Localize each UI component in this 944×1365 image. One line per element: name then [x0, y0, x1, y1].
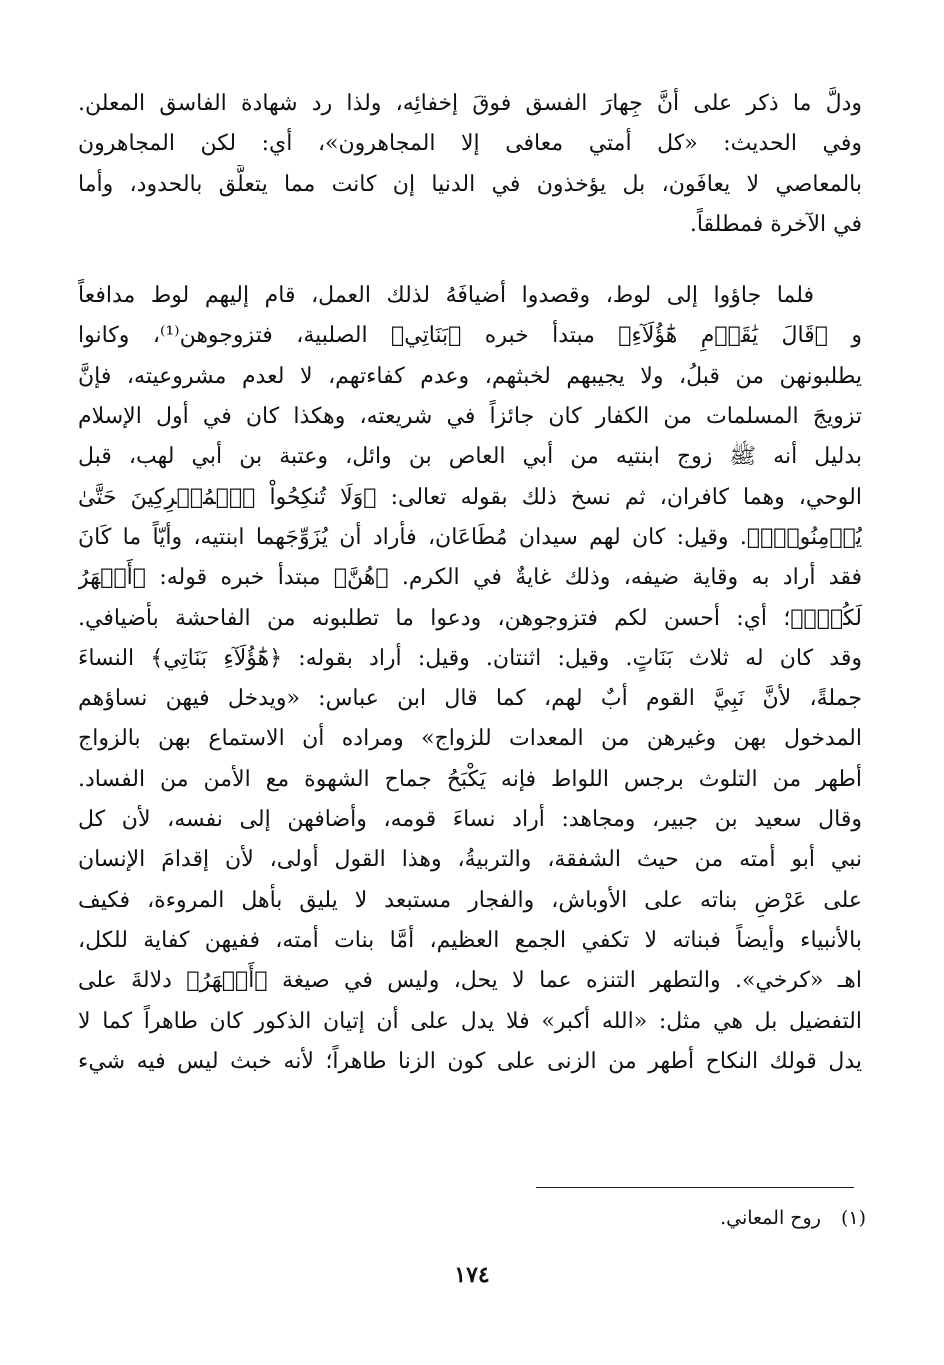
page-number: ١٧٤	[454, 1262, 490, 1288]
text-line: بالأنبياء وأيضاً فبناته لا تكفي الجمع العظيم، أمَّا بنات أمته، ففيهن كفاية للكل،	[78, 927, 862, 953]
text-line: وقد كان له ثلاث بَنَاتٍ. وقيل: اثنتان. وقيل: أراد بقوله: ﴿هَٰٓؤُلَآءِ بَنَاتِي﴾ النساءَ	[78, 645, 862, 671]
text-line: بدليل أنه ﷺ زوج ابنتيه من أبي العاص بن وائل، وعتبة بن أبي لهب، قبل	[78, 444, 862, 470]
text-line: اهـ «كرخي». والتطهر التنزه عما لا يحل، وليس في صيغة ﴿أَطۡهَرُ﴾ دلالةَ على	[78, 968, 862, 994]
text-line: نبي أبو أمته من حيث الشفقة، والتربيةُ، وهذا القول أولى، لأن إقدامَ الإنسان	[78, 847, 862, 873]
text-line: و ﴿قَالَ يَٰقَوۡمِ هَٰٓؤُلَآءِ﴾ مبتدأ خبره ﴿بَنَاتِي﴾ الصلبية، فتزوجوهن⁽¹⁾، وكانوا	[78, 323, 862, 349]
text-line: وفي الحديث: «كل أمتي معافى إلا المجاهرون»، أي: لكن المجاهرون	[78, 131, 862, 157]
text-line: المدخول بهن وغيرهن من المعدات للزواج» ومراده أن الاستماع بهن بالزواج	[78, 726, 862, 752]
text-line: وقال سعيد بن جبير، ومجاهد: أراد نساءَ قومه، وأضافهن إلى نفسه، لأن كل	[78, 807, 862, 833]
text-line: على عَرْضِ بناته على الأوباش، والفجار مستبعد لا يليق بأهل المروءة، فكيف	[78, 887, 862, 913]
text-line: جملةً، لأنَّ نَبِيَّ القوم أبٌ لهم، كما قال ابن عباس: «ويدخل فيهن نساؤهم	[78, 686, 862, 712]
main-text	[78, 84, 862, 1082]
text-line: في الآخرة فمطلقاً.	[689, 211, 862, 237]
paragraph-1	[78, 84, 862, 245]
text-line: تزويجَ المسلمات من الكفار كان جائزاً في شريعته، وهكذا كان في أول الإسلام	[78, 404, 862, 430]
text-line: يدل قولك النكاح أطهر من الزنى على كون الزنا طاهراً؛ لأنه خبث ليس فيه شيء	[78, 1048, 862, 1074]
text-line: الوحي، وهما كافران، ثم نسخ ذلك بقوله تعالى: ﴿وَلَا تُنكِحُواْ ٱلۡمُشۡرِكِينَ حَتَّىٰ	[78, 484, 862, 510]
text-line: لَكُمۡۖ﴾؛ أي: أحسن لكم فتزوجوهن، ودعوا ما تطلبونه من الفاحشة بأضيافي.	[78, 605, 862, 631]
text-line: يطلبونهن من قبلُ، ولا يجيبهم لخبثهم، وعدم كفاءتهم، لا لعدم مشروعيته، فإنَّ	[78, 363, 862, 389]
footnote	[500, 1203, 866, 1233]
paragraph-2	[78, 276, 862, 1082]
text-line: أطهر من التلوث برجس اللواط فإنه يَكْبَحُ جماح الشهوة مع الأمن من الفساد.	[78, 766, 862, 792]
text-line: التفضيل بل هي مثل: «الله أكبر» فلا يدل على أن إتيان الذكور كان طاهراً كما لا	[78, 1008, 862, 1034]
text-line: فلما جاؤوا إلى لوط، وقصدوا أضيافَهُ لذلك العمل، قام إليهم لوط مدافعاً	[78, 283, 814, 309]
text-line: بالمعاصي لا يعافَون، بل يؤخذون في الدنيا إن كانت مما يتعلَّق بالحدود، وأما	[78, 171, 862, 197]
text-line: يُؤۡمِنُواْۚ﴾. وقيل: كان لهم سيدان مُطَاعَان، فأراد أن يُزَوِّجَهما ابنتيه، وأيّاً ما كَانَ	[78, 524, 862, 550]
text-line: فقد أراد به وقاية ضيفه، وذلك غايةٌ في الكرم. ﴿هُنَّ﴾ مبتدأ خبره قوله: ﴿أَطۡهَرُ	[78, 565, 862, 591]
footnote-number: (١)	[840, 1207, 866, 1229]
paragraph-gap	[78, 245, 862, 276]
footnote-text: روح المعاني.	[720, 1207, 821, 1229]
footnote-divider	[536, 1187, 854, 1188]
text-line: ودلَّ ما ذكر على أنَّ جِهارَ الفسق فوقَ إخفائِه، ولذا رد شهادة الفاسق المعلن.	[78, 91, 862, 116]
